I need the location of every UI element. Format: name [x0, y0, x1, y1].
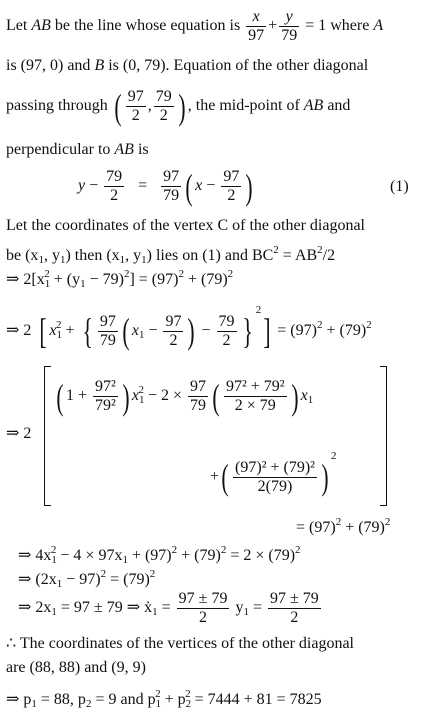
line-14: ∴ The coordinates of the vertices of the other diagonal	[6, 635, 354, 652]
bracket-close: ]	[263, 311, 271, 352]
text: B	[94, 57, 105, 74]
text: ⇒ p	[6, 691, 32, 708]
denominator: 2	[290, 609, 299, 626]
text: and	[323, 97, 351, 115]
superscript: 2	[255, 304, 262, 316]
superscript: 2	[178, 268, 184, 280]
superscript: 2	[330, 450, 337, 462]
text: A	[373, 17, 384, 35]
text: AB	[31, 17, 51, 35]
subscript: 1	[56, 578, 63, 590]
text: ] = (97)	[129, 271, 179, 288]
paren-close: )	[122, 376, 130, 417]
text: ) then (x	[65, 247, 120, 264]
superscript: 2	[123, 268, 130, 280]
paren-open: (	[185, 166, 193, 207]
text: −	[202, 177, 220, 195]
text: ⇒ 2x	[18, 599, 52, 617]
text: x	[300, 387, 308, 405]
fraction	[268, 590, 321, 627]
text: = 9 and p	[91, 691, 156, 708]
paren-open: (	[114, 86, 122, 127]
numerator: 79	[218, 312, 235, 330]
denominator: 79	[189, 397, 206, 414]
fraction	[221, 168, 241, 205]
numerator: 97 ± 79	[178, 590, 228, 607]
paren-close: )	[178, 86, 186, 127]
text: is (97, 0) and	[6, 57, 95, 74]
text: = (79)	[106, 571, 150, 588]
text: −	[85, 177, 103, 195]
text: ) lies on (1) and BC	[146, 247, 274, 264]
text: = AB	[278, 247, 318, 264]
subscript: 1	[51, 606, 57, 619]
denominator: 79	[163, 187, 180, 204]
text: ⇒ 2[x	[6, 271, 45, 288]
fraction	[126, 88, 146, 125]
numerator: x	[252, 8, 260, 25]
numerator: 79	[106, 168, 123, 185]
line-5: Let the coordinates of the vertex C of the other diagonal	[6, 217, 365, 234]
text: x	[195, 177, 203, 195]
numerator: y	[285, 8, 293, 25]
paren-open: (	[212, 376, 220, 417]
big-bracket-right	[380, 366, 387, 506]
equation-1	[78, 168, 255, 205]
superscript: 2	[185, 688, 191, 700]
superscript: 2	[138, 384, 144, 397]
text: + (y	[49, 271, 81, 288]
subscript: 1	[80, 278, 86, 290]
numerator: (97)² + (79)²	[235, 458, 315, 476]
numerator: 97	[223, 168, 240, 185]
denominator: 2 × 79	[234, 397, 276, 414]
text: x	[49, 322, 57, 339]
numerator: 97	[163, 168, 180, 185]
brace-close: }	[241, 311, 253, 352]
line-1	[6, 8, 383, 45]
line-9-row-1	[54, 378, 313, 415]
numerator: 97²	[95, 378, 116, 395]
subscript: 1	[307, 394, 314, 407]
line-16	[6, 684, 322, 714]
text: ⇒ (2x	[18, 571, 57, 588]
superscript: 2	[273, 244, 279, 256]
line-9-row-2	[210, 446, 336, 496]
superscript: 2	[44, 268, 50, 280]
text: x	[131, 387, 139, 405]
line-2	[6, 56, 368, 76]
text: =	[138, 177, 148, 195]
denominator: 2	[227, 187, 236, 204]
numerator: 97 ± 79	[269, 590, 319, 607]
line-10	[296, 512, 390, 538]
text: + (97)	[127, 547, 172, 564]
text: + (79)	[183, 271, 228, 288]
denominator: 97	[248, 27, 265, 44]
text: AB	[303, 97, 324, 115]
text: + (79)	[341, 519, 385, 536]
text: /2	[322, 247, 336, 264]
paren-open: (	[56, 376, 64, 417]
text: be (x	[6, 247, 39, 264]
text: , the mid-point of	[187, 97, 304, 115]
superscript: 2	[50, 544, 57, 556]
text: y	[231, 599, 244, 617]
line-8	[6, 300, 372, 350]
denominator: 2	[131, 107, 140, 124]
line-4	[6, 140, 149, 160]
text: = (97)	[277, 322, 317, 339]
subscript: 1	[119, 254, 126, 266]
denominator: 79²	[95, 397, 116, 414]
subscript: 1	[56, 329, 63, 341]
fraction	[177, 590, 230, 627]
fraction	[224, 378, 287, 415]
text: −	[197, 322, 215, 339]
text: + (79)	[177, 547, 221, 564]
superscript: 2	[56, 319, 62, 331]
text: Let	[6, 17, 32, 35]
line-3	[6, 88, 350, 125]
line-7	[6, 264, 233, 294]
text: − 4 × 97x	[56, 547, 123, 564]
superscript: 2	[316, 319, 323, 331]
subscript: 1	[141, 254, 147, 266]
text: = 88, p	[36, 691, 86, 708]
text: +	[210, 468, 220, 485]
line-15: are (88, 88) and (9, 9)	[6, 659, 146, 676]
text: = 1 where	[305, 17, 374, 35]
text: = 7444 + 81 = 7825	[190, 691, 322, 708]
text: AB	[114, 141, 134, 158]
superscript: 2	[100, 568, 107, 580]
text: − 97)	[62, 571, 101, 588]
denominator: 2	[199, 609, 208, 626]
text: =	[157, 599, 175, 617]
denominator: 2(79)	[257, 477, 293, 495]
line-9-arrow: ⇒ 2	[6, 425, 32, 442]
numerator: 79	[155, 88, 172, 105]
paren-open: (	[122, 311, 130, 352]
paren-close: )	[321, 457, 329, 498]
superscript: 2	[155, 688, 161, 700]
text: ,	[147, 97, 152, 115]
denominator: 2	[169, 331, 178, 349]
text: ⇒ 4x	[18, 547, 52, 564]
subscript: 1	[59, 254, 66, 266]
subscript: 1	[38, 254, 44, 266]
text: , y	[125, 247, 142, 264]
subscript: 1	[243, 606, 249, 619]
subscript: 1	[122, 554, 128, 566]
superscript: 2	[317, 244, 323, 256]
numerator: 97	[165, 312, 182, 330]
fraction	[93, 378, 118, 415]
text: − 79)	[85, 271, 124, 288]
subscript: 1	[152, 606, 158, 619]
denominator: 2	[110, 187, 119, 204]
subscript: 1	[31, 698, 37, 710]
text: 1 +	[66, 387, 92, 405]
text: is	[133, 141, 149, 158]
text: ⇒ 2	[6, 322, 32, 339]
superscript: 2	[366, 319, 372, 331]
text: = 2 × (79)	[226, 547, 296, 564]
text: +	[61, 322, 79, 339]
paren-close: )	[291, 376, 299, 417]
subscript: 1	[51, 554, 57, 566]
fraction	[154, 88, 174, 125]
denominator: 2	[159, 107, 168, 124]
subscript: 2	[85, 698, 92, 710]
paren-close: )	[245, 166, 253, 207]
text: x	[131, 322, 139, 339]
text: y	[78, 177, 86, 195]
fraction	[233, 459, 317, 496]
paren-open: (	[221, 457, 229, 498]
fraction	[163, 313, 183, 350]
text: =	[248, 599, 266, 617]
denominator: 79	[99, 331, 116, 349]
subscript: 1	[155, 698, 162, 710]
superscript: 2	[384, 516, 391, 528]
text: , y	[43, 247, 60, 264]
denominator: 2	[222, 331, 231, 349]
text: = 97 ± 79 ⇒ ẋ	[56, 599, 153, 617]
superscript: 2	[335, 516, 342, 528]
subscript: 1	[44, 278, 51, 290]
text: = (97)	[296, 519, 336, 536]
numerator: 97² + 79²	[225, 378, 285, 395]
fraction	[161, 168, 181, 205]
numerator: 97	[127, 88, 144, 105]
subscript: 2	[185, 698, 192, 710]
fraction	[246, 8, 266, 45]
big-bracket-left	[44, 366, 51, 506]
text: is (0, 79). Equation of the other diagonal	[104, 57, 369, 74]
superscript: 2	[227, 268, 234, 280]
superscript: 2	[171, 544, 178, 556]
text: + (79)	[322, 322, 367, 339]
text: − 2 ×	[143, 387, 186, 405]
denominator: 79	[281, 27, 298, 44]
brace-open: {	[82, 311, 93, 352]
superscript: 2	[295, 544, 301, 556]
text: + p	[160, 691, 186, 708]
fraction	[98, 313, 118, 350]
subscript: 1	[138, 329, 145, 341]
numerator: 97	[99, 312, 116, 330]
text: −	[144, 322, 162, 339]
fraction	[217, 313, 237, 350]
fraction	[104, 168, 124, 205]
text: perpendicular to	[6, 141, 115, 158]
paren-close: )	[187, 311, 196, 352]
superscript: 2	[149, 568, 156, 580]
text: +	[268, 17, 278, 35]
text: passing through	[6, 97, 108, 115]
fraction	[188, 378, 208, 415]
fraction	[279, 8, 299, 45]
text: be the line whose equation is	[50, 17, 241, 35]
equation-number: (1)	[390, 178, 409, 195]
numerator: 97	[189, 378, 206, 395]
subscript: 1	[138, 394, 145, 407]
superscript: 2	[220, 544, 227, 556]
line-13	[18, 590, 323, 627]
bracket-open: [	[39, 311, 48, 352]
